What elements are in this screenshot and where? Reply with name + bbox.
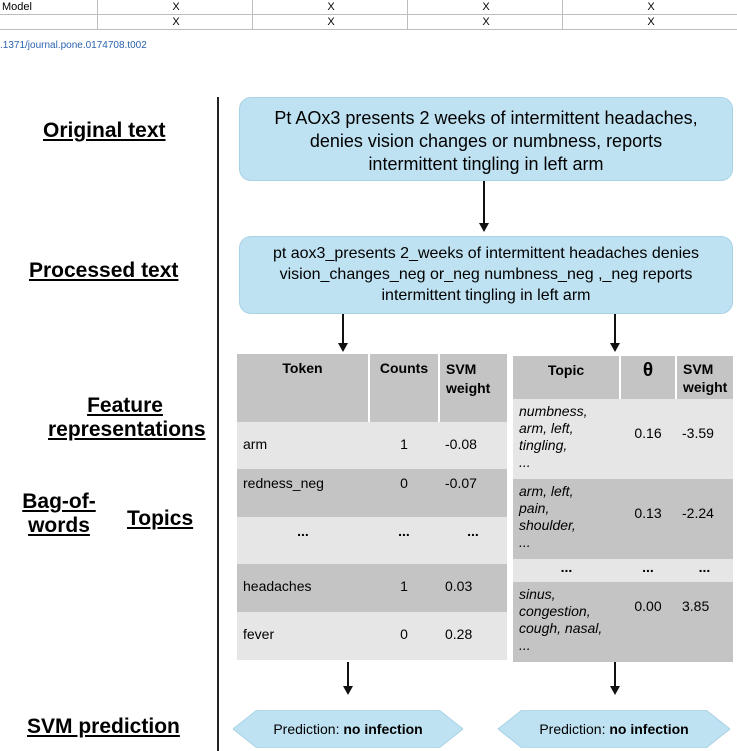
count-cell: 1	[369, 422, 439, 469]
doi-link[interactable]: .1371/journal.pone.0174708.t002	[0, 40, 147, 51]
prediction-bow	[233, 710, 463, 748]
token-cell: fever	[237, 612, 369, 660]
weight-cell: 0.28	[439, 612, 507, 660]
weight-cell: 3.85	[676, 582, 733, 662]
token-cell: redness_neg	[237, 469, 369, 517]
table-cell: X	[253, 15, 408, 30]
original-line-2: denies vision changes or numbness, reports	[309, 131, 663, 151]
original-text-box	[239, 97, 733, 181]
weight-cell: -0.07	[439, 469, 507, 517]
arrow-processed-to-topics	[614, 314, 616, 344]
topic-words-cell: arm, left, pain, shoulder, ...	[513, 479, 620, 559]
table-row	[237, 612, 507, 660]
header-svm-weight: SVM weight	[439, 354, 507, 422]
weight-cell: ...	[676, 559, 733, 582]
arrowhead	[343, 686, 353, 695]
label-feature-representations	[48, 394, 206, 442]
processed-line-2: vision_changes_neg or_neg numbness_neg ,_neg reports	[279, 266, 693, 283]
count-cell: ...	[369, 517, 439, 564]
weight-cell: -2.24	[676, 479, 733, 559]
label-feature-line1: Feature	[87, 394, 163, 417]
arrow-processed-to-bow	[342, 314, 344, 344]
original-line-1: Pt AOx3 presents 2 weeks of intermittent headaches,	[274, 108, 698, 128]
bag-of-words-table	[237, 354, 507, 660]
weight-cell: -0.08	[439, 422, 507, 469]
table-cell: X	[98, 0, 253, 15]
header-theta: θ	[620, 356, 676, 399]
processed-line-1: pt aox3_presents 2_weeks of intermittent headaches denies	[272, 245, 700, 262]
table-row	[513, 399, 733, 479]
processed-text-box	[239, 236, 733, 314]
table-row	[0, 15, 737, 30]
label-svm-prediction: SVM prediction	[27, 715, 180, 738]
label-bag-of-words	[14, 490, 104, 538]
table-cell: X	[253, 0, 408, 15]
table-row	[237, 564, 507, 612]
weight-cell: ...	[439, 517, 507, 564]
count-cell: 0	[369, 612, 439, 660]
label-processed-text: Processed text	[29, 259, 179, 282]
table-cell: X	[563, 15, 737, 30]
arrowhead	[479, 223, 489, 232]
weight-cell: 0.03	[439, 564, 507, 612]
prediction-value: no infection	[343, 721, 423, 737]
processed-line-3: intermittent tingling in left arm	[381, 287, 591, 304]
table-row	[513, 582, 733, 662]
table-cell: X	[408, 15, 563, 30]
header-svm-weight: SVM weight	[676, 356, 733, 399]
table-cell	[0, 15, 98, 30]
arrow-topics-to-prediction	[614, 662, 616, 687]
token-cell: ...	[237, 517, 369, 564]
topics-table	[513, 356, 733, 662]
count-cell: 0	[369, 469, 439, 517]
label-original-text: Original text	[43, 119, 166, 142]
prediction-topics	[498, 710, 730, 748]
table-row	[237, 517, 507, 564]
header-counts: Counts	[369, 354, 439, 422]
table-row	[237, 469, 507, 517]
topic-words-cell: sinus, congestion, cough, nasal, ...	[513, 582, 620, 662]
table-row	[513, 479, 733, 559]
topic-words-cell: ...	[513, 559, 620, 582]
table-row	[0, 0, 737, 15]
weight-cell: -3.59	[676, 399, 733, 479]
prediction-bow-text	[233, 710, 463, 748]
table-row	[237, 422, 507, 469]
theta-cell: ...	[620, 559, 676, 582]
header-token: Token	[237, 354, 369, 422]
arrowhead	[610, 686, 620, 695]
label-bow-line1: Bag-of-	[22, 490, 96, 513]
topic-words-cell: numbness, arm, left, tingling, ...	[513, 399, 620, 479]
theta-cell: 0.16	[620, 399, 676, 479]
table-cell: X	[563, 0, 737, 15]
table-header-row	[513, 356, 733, 399]
theta-cell: 0.13	[620, 479, 676, 559]
label-bow-line2: words	[28, 514, 90, 537]
count-cell: 1	[369, 564, 439, 612]
arrowhead	[338, 343, 348, 352]
arrowhead	[610, 343, 620, 352]
table-header-row	[237, 354, 507, 422]
prediction-prefix: Prediction:	[539, 721, 610, 737]
arrow-bow-to-prediction	[347, 662, 349, 687]
table-row	[513, 559, 733, 582]
token-cell: headaches	[237, 564, 369, 612]
table-cell: X	[98, 15, 253, 30]
token-cell: arm	[237, 422, 369, 469]
header-topic: Topic	[513, 356, 620, 399]
label-feature-line2: representations	[48, 418, 206, 441]
label-topics: Topics	[127, 507, 194, 530]
prediction-prefix: Prediction:	[273, 721, 344, 737]
original-line-3: intermittent tingling in left arm	[368, 154, 604, 174]
table-cell: X	[408, 0, 563, 15]
table-cell: Model	[0, 0, 98, 15]
theta-cell: 0.00	[620, 582, 676, 662]
vertical-divider	[217, 97, 219, 751]
arrow-original-to-processed	[483, 181, 485, 224]
prediction-value: no infection	[609, 721, 689, 737]
previous-table-fragment	[0, 0, 737, 30]
prediction-topics-text	[498, 710, 730, 748]
